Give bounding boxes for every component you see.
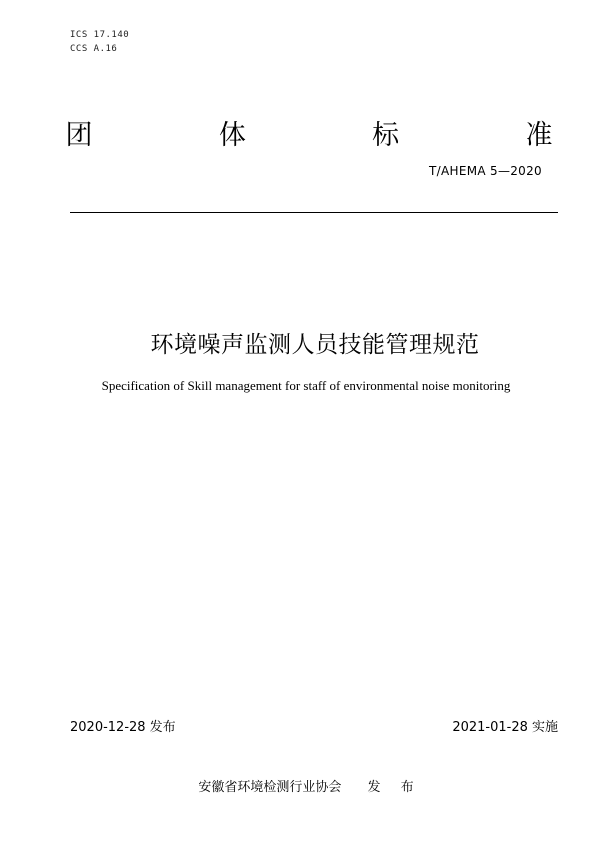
standard-type-heading [64, 114, 554, 150]
classification-codes [70, 28, 129, 56]
issue-date: 2020-12-28 发布 [70, 720, 176, 735]
document-title-chinese: 环境噪声监测人员技能管理规范 [150, 332, 480, 358]
header-divider [70, 212, 558, 213]
publisher-name: 安徽省环境检测行业协会 [198, 780, 342, 795]
standard-type-char-2: 体 [218, 119, 246, 151]
standard-type-char-3: 标 [372, 119, 400, 151]
ics-code: ICS 17.140 [70, 30, 130, 40]
standard-type-char-4: 准 [525, 119, 553, 151]
implementation-date: 2021-01-28 实施 [452, 720, 558, 735]
publish-label: 发 布 [367, 780, 422, 795]
ccs-code: CCS A.16 [70, 44, 118, 54]
standard-type-char-1: 团 [65, 119, 93, 151]
document-title-english: Specification of Skill management for staff of environmental noise monitoring [101, 378, 511, 393]
publisher-line [0, 776, 600, 795]
standard-number: T/AHEMA 5—2020 [429, 164, 542, 178]
